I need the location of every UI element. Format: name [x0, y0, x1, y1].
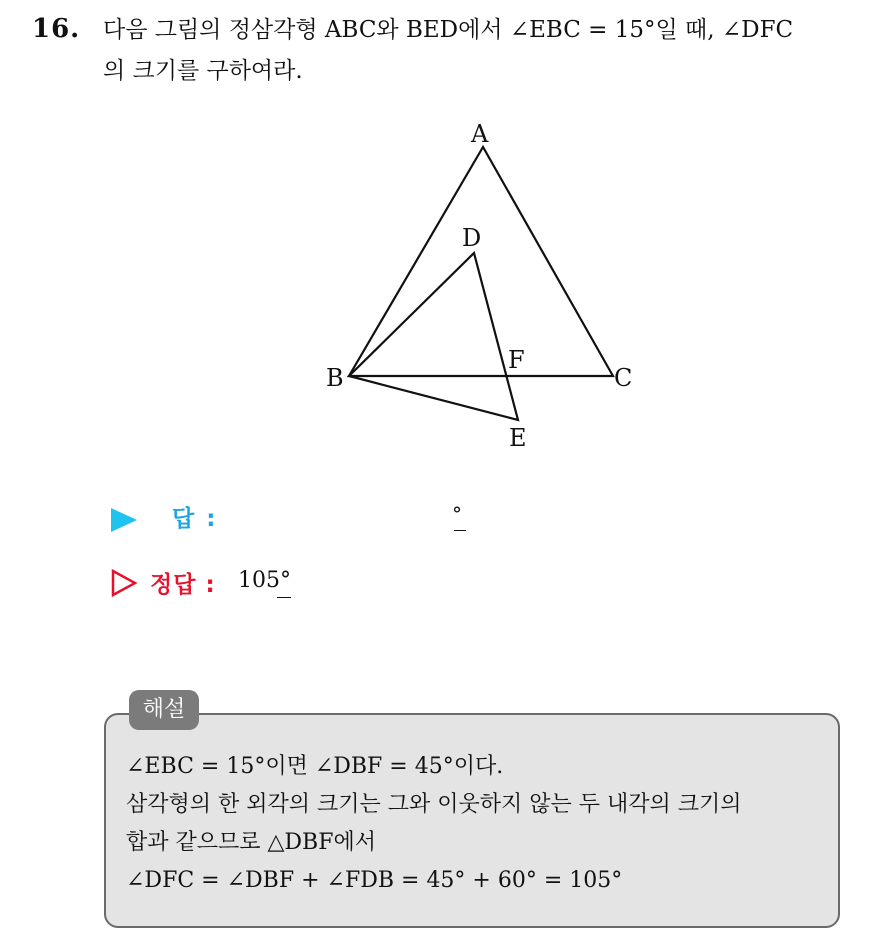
explanation-line: 삼각형의 한 외각의 크기는 그와 이웃하지 않는 두 내각의 크기의: [126, 792, 742, 817]
label-b: B: [326, 364, 344, 392]
question-number: 16.: [32, 14, 81, 44]
correct-underline: [277, 597, 291, 598]
triangle-bed: [349, 253, 518, 420]
answer-unit: °: [452, 502, 462, 526]
label-f: F: [508, 346, 525, 374]
question-text-line2: 의 크기를 구하여라.: [103, 58, 303, 84]
question-text-line1: 다음 그림의 정삼각형 ABC와 BED에서 ∠EBC = 15°일 때, ∠DFC: [103, 17, 794, 43]
correct-arrow-icon: [113, 571, 135, 595]
explanation-line: 합과 같으므로 △DBF에서: [126, 830, 376, 855]
answer-label: 답 :: [172, 506, 218, 532]
answer-arrow-icon: [111, 508, 137, 532]
explanation-line: ∠EBC = 15°이면 ∠DBF = 45°이다.: [126, 754, 504, 779]
explanation-line: ∠DFC = ∠DBF + ∠FDB = 45° + 60° = 105°: [126, 868, 623, 893]
label-d: D: [462, 224, 482, 252]
label-a: A: [471, 120, 489, 148]
label-c: C: [614, 364, 633, 392]
label-e: E: [509, 424, 527, 452]
triangle-abc: [349, 147, 613, 376]
explanation-tag: 해설: [129, 690, 199, 730]
correct-value: 105°: [238, 568, 291, 593]
answer-blank-line: [454, 530, 466, 531]
correct-label: 정답 :: [150, 572, 216, 598]
